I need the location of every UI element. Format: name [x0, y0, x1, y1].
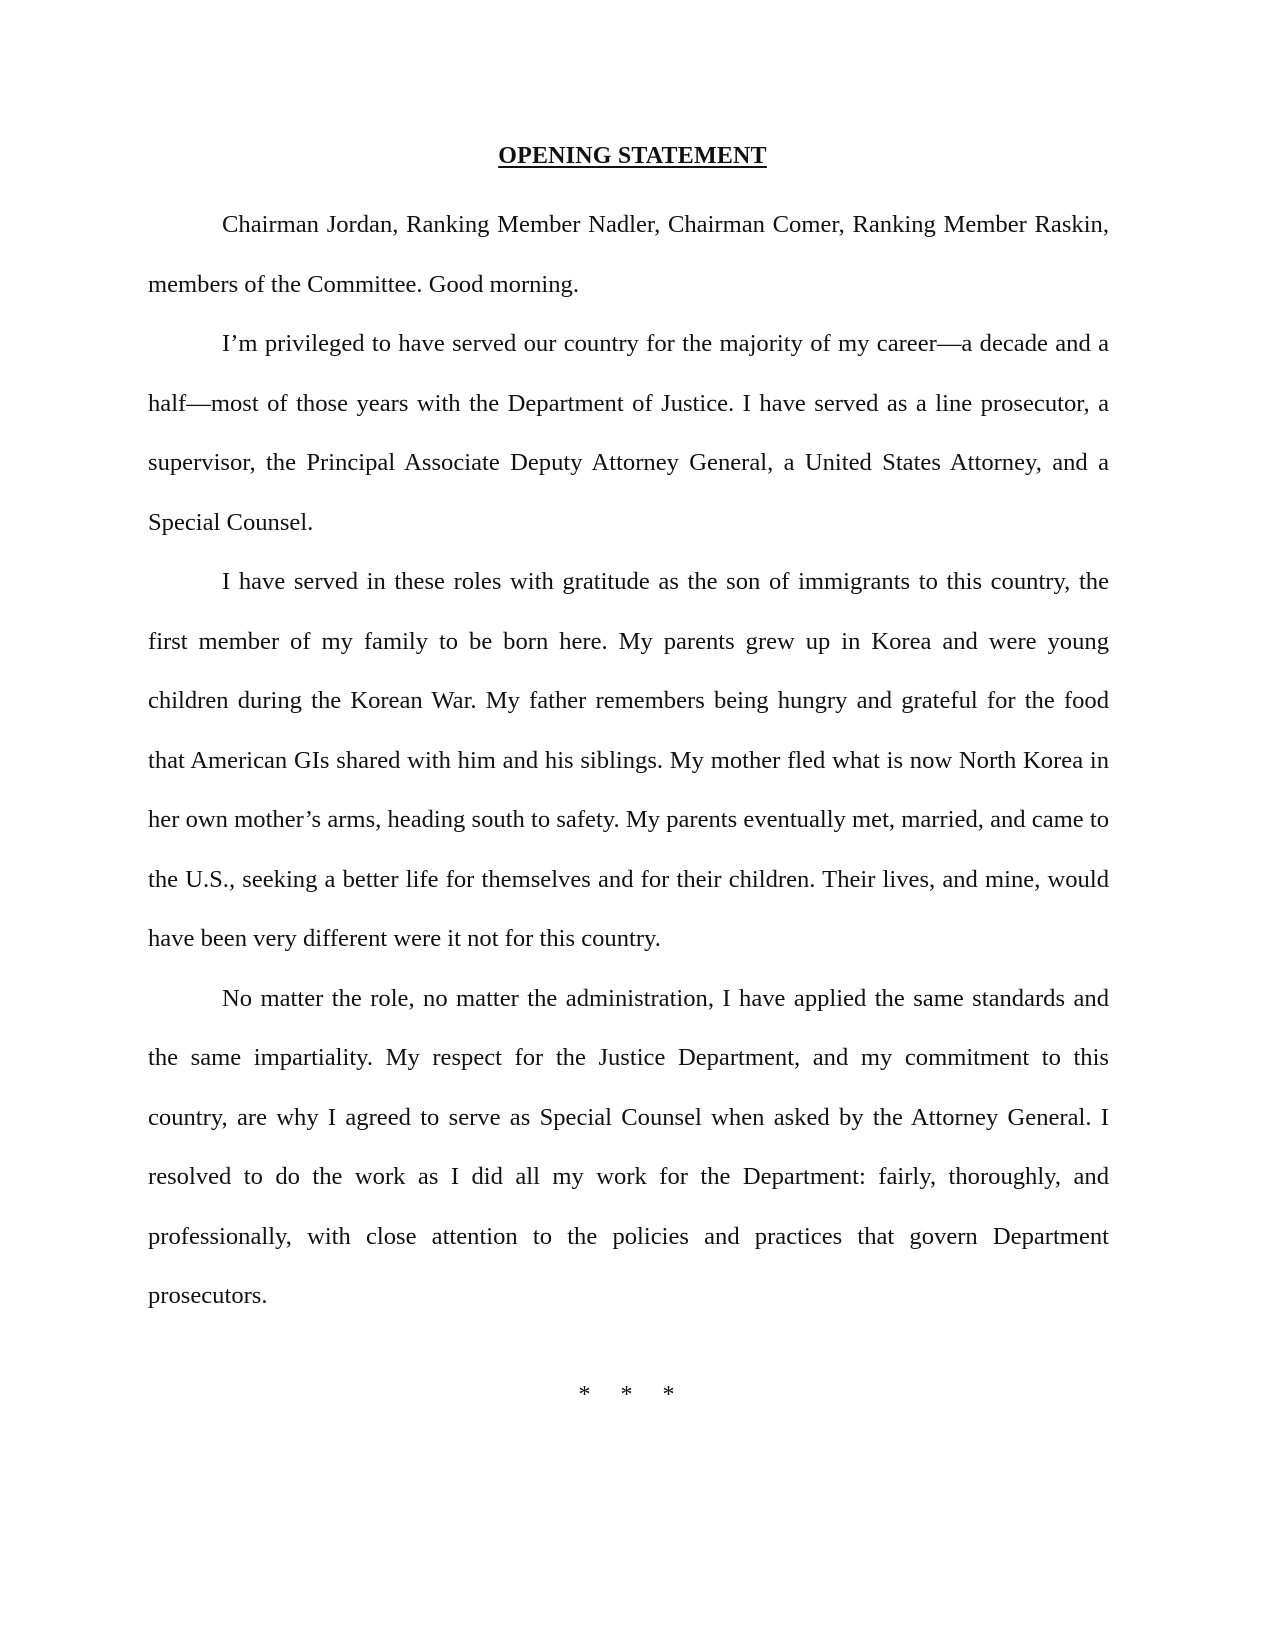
paragraph-family: I have served in these roles with gratitude as the son of immigrants to this country, the first member of my family to be born here. My parents grew up in Korea and were young children during the Korean War. My father remembers being hungry and grateful for the food that American GIs shared with him and his siblings. My mother fled what is now North Korea in her own mother’s arms, heading south to safety. My parents eventually met, married, and came to the U.S., seeking a better life for themselves and for their children. Their lives, and mine, would have been very different were it not for this country.: [148, 568, 1109, 952]
page-title: OPENING STATEMENT: [498, 143, 767, 169]
paragraph-greeting: Chairman Jordan, Ranking Member Nadler, Chairman Comer, Ranking Member Raskin, members of the Committee. Good morning.: [148, 211, 1109, 298]
section-separator: * * *: [578, 1382, 687, 1408]
paragraph-impartiality: No matter the role, no matter the administration, I have applied the same standards and the same impartiality. My respect for the Justice Department, and my commitment to this country, are why I agreed to serve as Special Counsel when asked by the Attorney General. I resolved to do the work as I did all my work for the Department: fairly, thoroughly, and professionally, with close attention to the policies and practices that govern Department prosecutors.: [148, 984, 1109, 1309]
paragraph-career: I’m privileged to have served our country for the majority of my career—a decade and a half—most of those years with the Department of Justice. I have served as a line prosecutor, a supervisor, the Principal Associate Deputy Attorney General, a United States Attorney, and a Special Counsel.: [148, 330, 1109, 536]
statement-body: [148, 195, 1109, 1326]
